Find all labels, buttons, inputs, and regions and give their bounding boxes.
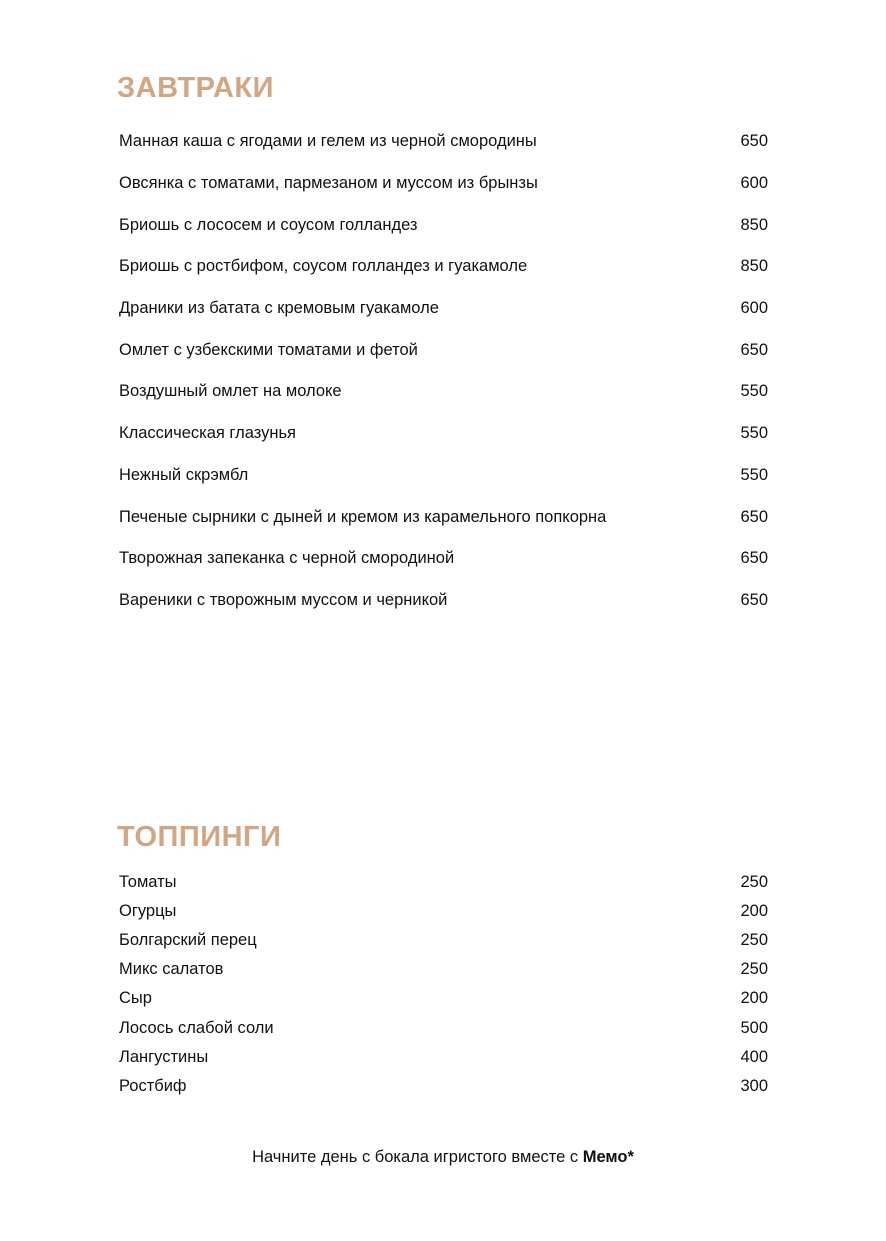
topping-item-price: 250: [740, 931, 768, 950]
menu-item-price: 650: [740, 340, 768, 359]
topping-item-name: Болгарский перец: [119, 931, 257, 950]
menu-item-price: 550: [740, 465, 768, 484]
topping-item: [119, 984, 768, 1013]
menu-item: [119, 121, 768, 163]
topping-item-name: Ростбиф: [119, 1076, 187, 1095]
menu-item-price: 600: [740, 174, 768, 193]
menu-item-name: Бриошь с лососем и соусом голландез: [119, 215, 418, 234]
topping-item-price: 200: [740, 989, 768, 1008]
topping-item: [119, 1072, 768, 1101]
menu-item-price: 550: [740, 424, 768, 443]
menu-item: [119, 246, 768, 288]
menu-item-name: Вареники с творожным муссом и черникой: [119, 590, 448, 609]
footer-note: [0, 1148, 886, 1167]
toppings-menu-list: [119, 868, 768, 1101]
topping-item: [119, 926, 768, 955]
menu-item: [119, 204, 768, 246]
toppings-section-title: ТОППИНГИ: [117, 821, 282, 853]
menu-item-price: 650: [740, 507, 768, 526]
menu-item: [119, 580, 768, 622]
menu-item-price: 850: [740, 215, 768, 234]
menu-item-name: Овсянка с томатами, пармезаном и муссом из брынзы: [119, 174, 538, 193]
menu-item-name: Печеные сырники с дыней и кремом из карамельного попкорна: [119, 507, 607, 526]
topping-item-name: Сыр: [119, 989, 152, 1008]
menu-item: [119, 538, 768, 580]
menu-item-name: Классическая глазунья: [119, 424, 296, 443]
menu-item: [119, 329, 768, 371]
menu-item-price: 650: [740, 132, 768, 151]
footer-text: Начните день с бокала игристого вместе с: [252, 1148, 583, 1166]
topping-item: [119, 1013, 768, 1042]
topping-item-name: Томаты: [119, 873, 177, 892]
menu-item-price: 600: [740, 299, 768, 318]
topping-item-price: 250: [740, 873, 768, 892]
topping-item-price: 250: [740, 960, 768, 979]
breakfast-menu-list: [119, 121, 768, 621]
breakfast-section-title: ЗАВТРАКИ: [117, 72, 274, 104]
menu-item: [119, 455, 768, 497]
footer-brand: Мемо*: [582, 1148, 634, 1166]
topping-item: [119, 1043, 768, 1072]
topping-item: [119, 897, 768, 926]
menu-item-name: Нежный скрэмбл: [119, 465, 249, 484]
menu-item: [119, 163, 768, 205]
menu-item-price: 550: [740, 382, 768, 401]
menu-item-name: Воздушный омлет на молоке: [119, 382, 342, 401]
topping-item-name: Микс салатов: [119, 960, 224, 979]
menu-item-name: Творожная запеканка с черной смородиной: [119, 549, 455, 568]
topping-item-price: 200: [740, 902, 768, 921]
menu-item-name: Драники из батата с кремовым гуакамоле: [119, 299, 439, 318]
topping-item-name: Лангустины: [119, 1047, 209, 1066]
menu-item: [119, 496, 768, 538]
topping-item: [119, 868, 768, 897]
menu-item-name: Бриошь с ростбифом, соусом голландез и гуакамоле: [119, 257, 528, 276]
menu-item-price: 650: [740, 549, 768, 568]
menu-item-name: Омлет с узбекскими томатами и фетой: [119, 340, 418, 359]
topping-item-name: Огурцы: [119, 902, 177, 921]
topping-item-price: 400: [740, 1047, 768, 1066]
menu-item-price: 650: [740, 590, 768, 609]
topping-item: [119, 955, 768, 984]
topping-item-name: Лосось слабой соли: [119, 1018, 274, 1037]
topping-item-price: 500: [740, 1018, 768, 1037]
topping-item-price: 300: [740, 1076, 768, 1095]
menu-item: [119, 413, 768, 455]
menu-item: [119, 371, 768, 413]
menu-item: [119, 288, 768, 330]
menu-item-price: 850: [740, 257, 768, 276]
menu-item-name: Манная каша с ягодами и гелем из черной смородины: [119, 132, 537, 151]
